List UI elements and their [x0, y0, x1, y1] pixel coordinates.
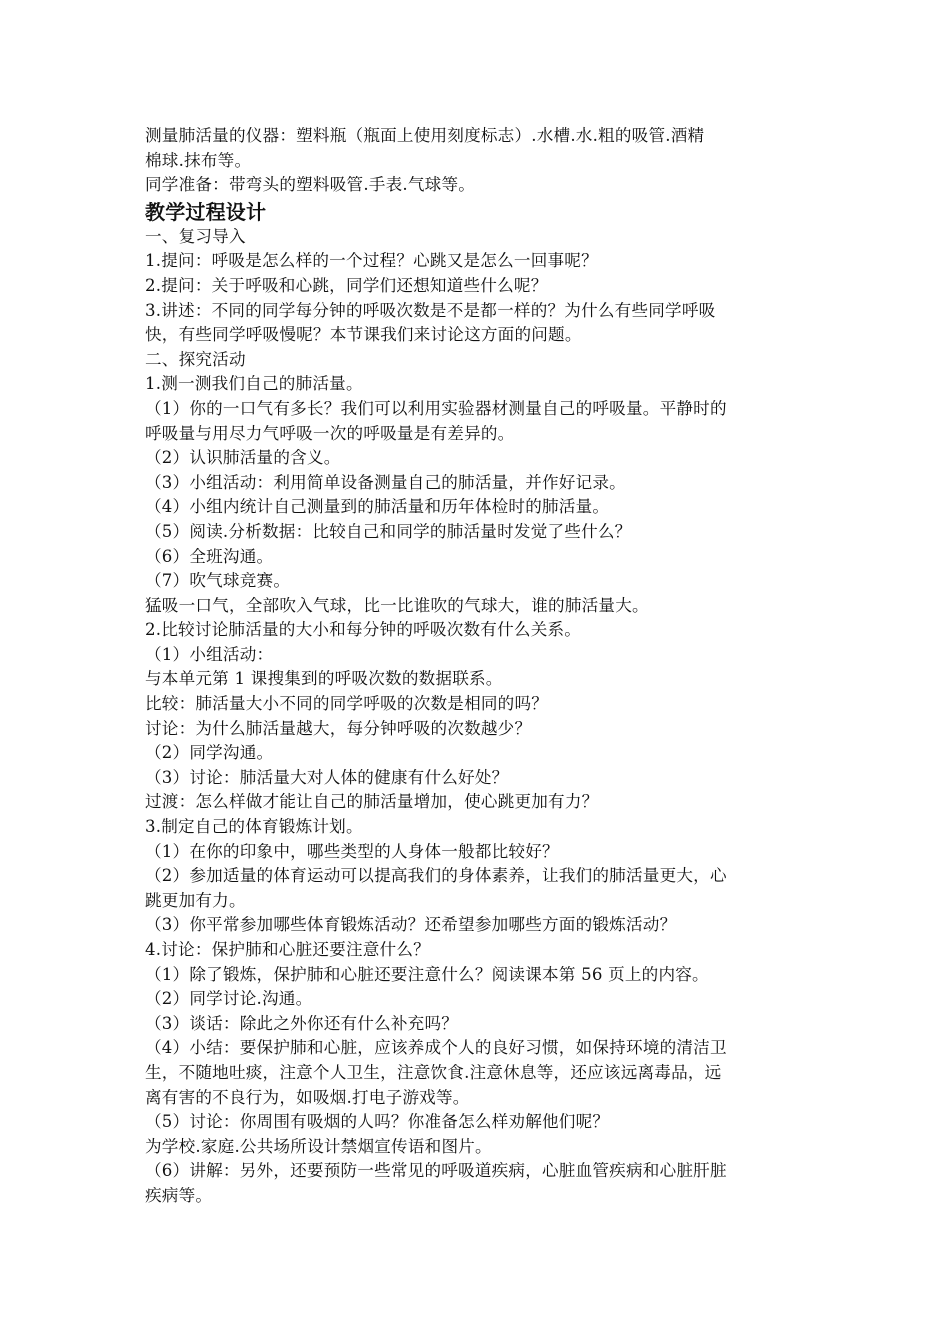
- text-line: 讨论：为什么肺活量越大，每分钟呼吸的次数越少？: [145, 718, 532, 738]
- text-line: （2）认识肺活量的含义。: [145, 448, 341, 468]
- text-line: （3）你平常参加哪些体育锻炼活动？还希望参加哪些方面的锻炼活动？: [145, 915, 677, 935]
- text-line: （5）讨论：你周围有吸烟的人吗？你准备怎么样劝解他们呢？: [145, 1112, 610, 1132]
- text-line: 3.制定自己的体育锻炼计划。: [145, 817, 363, 837]
- text-line: 棉球.抹布等。: [145, 150, 252, 170]
- text-line: 2.比较讨论肺活量的大小和每分钟的呼吸次数有什么关系。: [145, 620, 582, 640]
- text-line: 疾病等。: [145, 1185, 213, 1205]
- text-line: 为学校.家庭.公共场所设计禁烟宣传语和图片。: [145, 1136, 492, 1156]
- text-line: 生，不随地吐痰，注意个人卫生，注意饮食.注意休息等，还应该远离毒品，远: [145, 1062, 722, 1082]
- text-line: 猛吸一口气，全部吹入气球，比一比谁吹的气球大，谁的肺活量大。: [145, 595, 649, 615]
- text-line: （1）你的一口气有多长？我们可以利用实验器材测量自己的呼吸量。平静时的: [145, 398, 727, 418]
- text-line: （3）讨论：肺活量大对人体的健康有什么好处？: [145, 767, 509, 787]
- text-line: 离有害的不良行为，如吸烟.打电子游戏等。: [145, 1087, 470, 1107]
- text-line: （7）吹气球竞赛。: [145, 571, 291, 591]
- text-line: （1）在你的印象中，哪些类型的人身体一般都比较好？: [145, 841, 559, 861]
- text-line: 比较：肺活量大小不同的同学呼吸的次数是相同的吗？: [145, 694, 549, 714]
- body-lines: [145, 225, 810, 1209]
- document-body: [145, 124, 810, 1209]
- text-line: （6）讲解：另外，还要预防一些常见的呼吸道疾病，心脏血管疾病和心脏肝脏: [145, 1161, 727, 1181]
- text-line: （1）除了锻炼，保护肺和心脏还要注意什么？阅读课本第 56 页上的内容。: [145, 964, 709, 984]
- text-line: 4.讨论：保护肺和心脏还要注意什么？: [145, 940, 430, 959]
- text-line: （4）小结：要保护肺和心脏，应该养成个人的良好习惯，如保持环境的清洁卫: [145, 1038, 727, 1058]
- text-line: （4）小组内统计自己测量到的肺活量和历年体检时的肺活量。: [145, 497, 610, 517]
- text-line: 同学准备：带弯头的塑料吸管.手表.气球等。: [145, 175, 476, 195]
- text-line: （2）同学沟通。: [145, 743, 274, 763]
- text-line: 一、复习导入: [145, 226, 246, 246]
- text-line: 跳更加有力。: [145, 890, 246, 910]
- section-heading: 教学过程设计: [145, 199, 267, 224]
- text-line: （1）小组活动：: [145, 644, 274, 664]
- text-line: 过渡：怎么样做才能让自己的肺活量增加，使心跳更加有力？: [145, 792, 599, 812]
- text-line: （5）阅读.分析数据：比较自己和同学的肺活量时发觉了些什么？: [145, 521, 632, 541]
- text-line: 快，有些同学呼吸慢呢？本节课我们来讨论这方面的问题。: [145, 325, 582, 345]
- text-line: （2）同学讨论.沟通。: [145, 989, 313, 1009]
- text-line: 呼吸量与用尽力气呼吸一次的呼吸量是有差异的。: [145, 423, 515, 443]
- text-line: 与本单元第 1 课搜集到的呼吸次数的数据联系。: [145, 669, 503, 689]
- text-line: （2）参加适量的体育运动可以提高我们的身体素养，让我们的肺活量更大，心: [145, 866, 727, 886]
- text-line: 二、探究活动: [145, 349, 246, 369]
- text-line: （3）小组活动：利用简单设备测量自己的肺活量，并作好记录。: [145, 472, 626, 492]
- text-line: （3）谈话：除此之外你还有什么补充吗？: [145, 1013, 459, 1033]
- text-line: 2.提问：关于呼吸和心跳，同学们还想知道些什么呢？: [145, 275, 548, 295]
- text-line: 1.测一测我们自己的肺活量。: [145, 374, 363, 394]
- text-line: 1.提问：呼吸是怎么样的一个过程？心跳又是怎么一回事呢？: [145, 251, 598, 271]
- text-line: 3.讲述：不同的同学每分钟的呼吸次数是不是都一样的？为什么有些同学呼吸: [145, 300, 716, 320]
- text-line: 测量肺活量的仪器：塑料瓶（瓶面上使用刻度标志）.水槽.水.粗的吸管.酒精: [145, 126, 705, 145]
- text-line: （6）全班沟通。: [145, 546, 274, 566]
